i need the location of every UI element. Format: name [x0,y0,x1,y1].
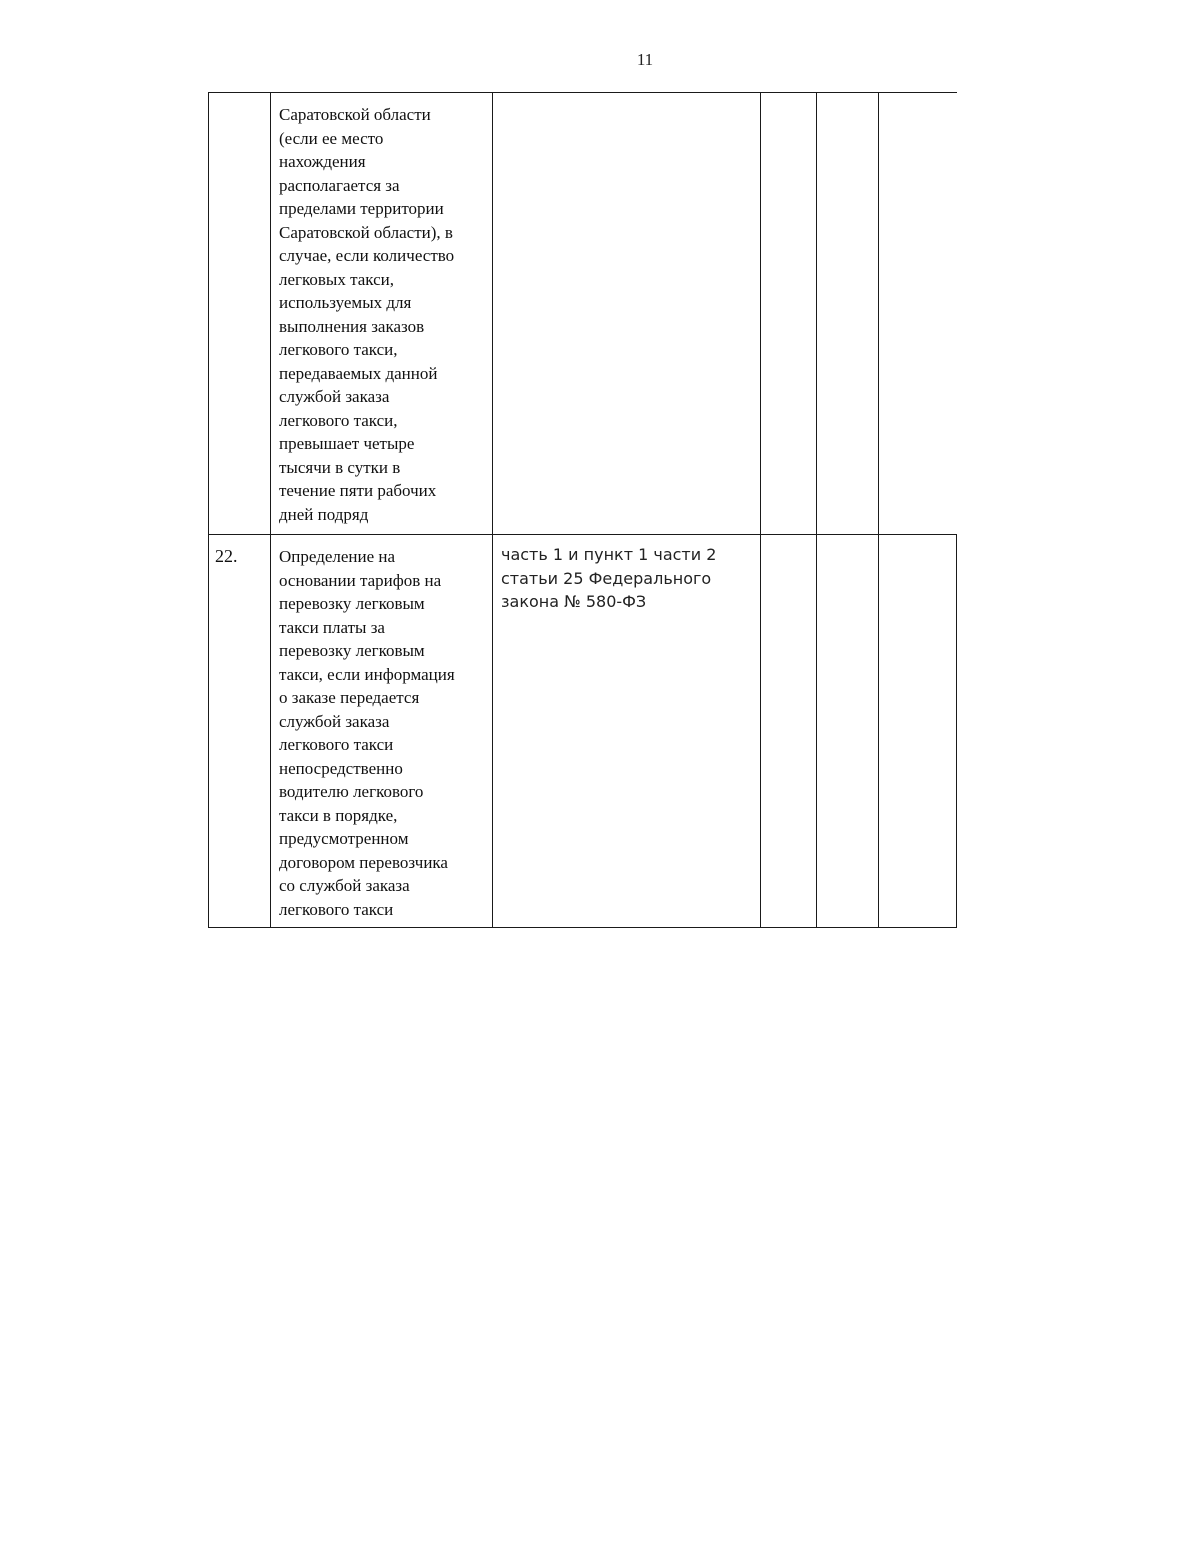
row-number-cell [209,535,271,928]
row-number: 22. [215,546,238,566]
requirement-description: Саратовской области (если ее место нахождения располагается за пределами территории Саратовской области), в случае, если количество легковых такси, используемых для выполнения заказов легкового такси, передаваемых данной службой заказа легкового такси, превышает четыре тысячи в сутки в течение пяти рабочих дней подряд [279,105,455,524]
legal-reference [493,93,760,107]
answer-na-cell [879,93,957,535]
legal-reference-cell [493,93,761,535]
answer-yes-cell [761,535,817,928]
page-number: 11 [636,50,654,69]
answer-na-value [879,535,956,551]
answer-yes-value [761,93,816,109]
legal-reference: часть 1 и пункт 1 части 2 статьи 25 Федерального закона № 580-ФЗ [501,545,717,611]
row-number [209,93,270,109]
answer-no-cell [817,535,879,928]
answer-na-cell [879,535,957,928]
legal-reference-cell [493,535,761,928]
table-row [209,93,957,535]
row-number-cell [209,93,271,535]
answer-yes-value [761,535,816,551]
description-cell [271,535,493,928]
answer-yes-cell [761,93,817,535]
answer-no-cell [817,93,879,535]
answer-na-value [879,93,957,109]
answer-no-value [817,535,878,551]
answer-no-value [817,93,878,109]
requirement-description: Определение на основании тарифов на перевозку легковым такси платы за перевозку легковым такси, если информация о заказе передается службой заказа легкового такси непосредственно водителю легкового такси в порядке, предусмотренном договором перевозчика со службой заказа легкового такси [279,547,455,919]
table-row [209,535,957,928]
description-cell [271,93,493,535]
requirements-table [208,92,957,928]
